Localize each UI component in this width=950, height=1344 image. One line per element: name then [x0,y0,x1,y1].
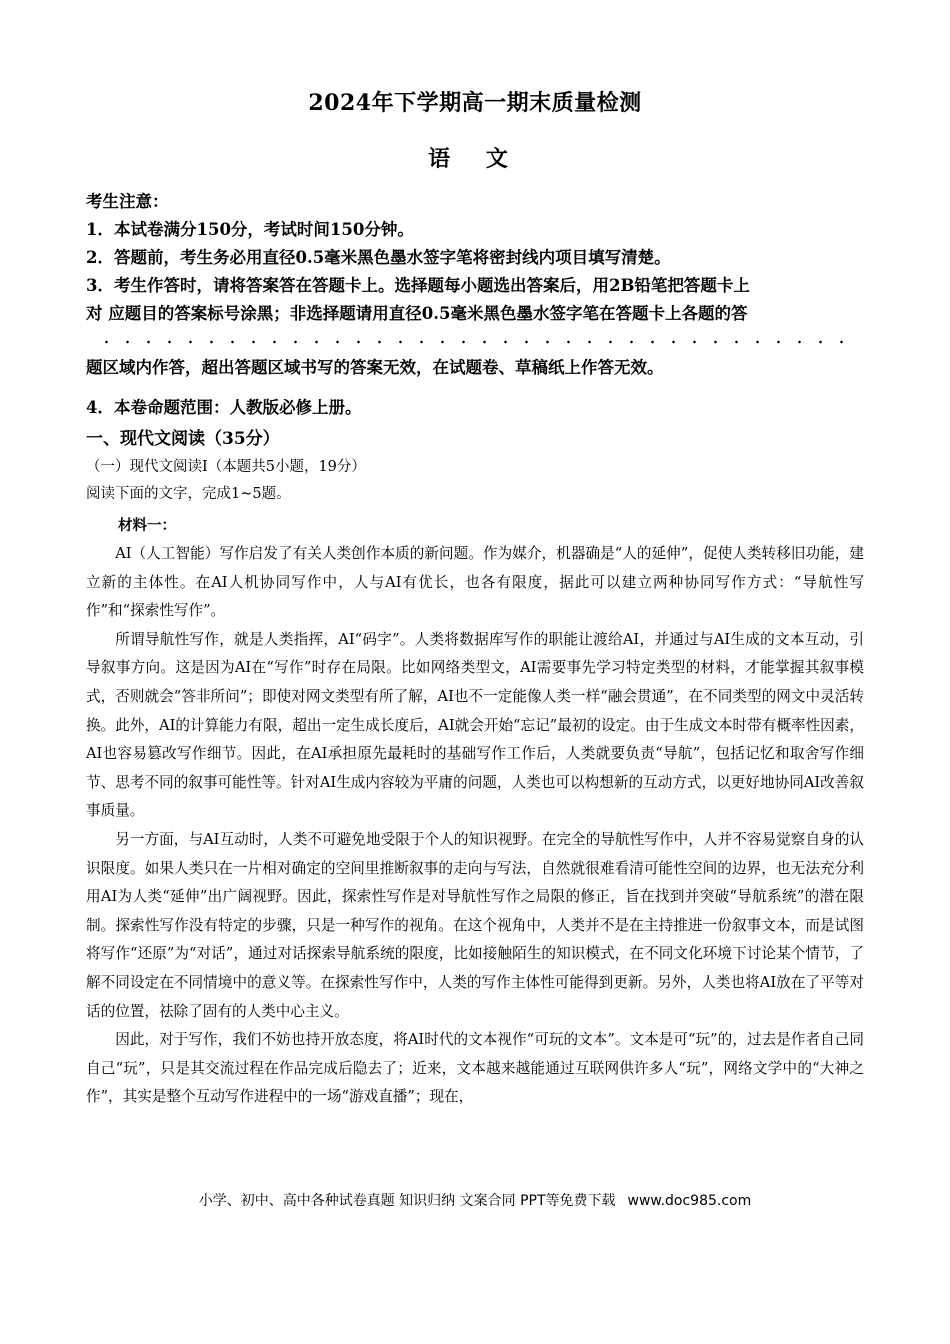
note-item-4: 4．本卷命题范围：人教版必修上册。 [86,398,362,417]
passage-paragraph-3: 另一方面，与AI互动时，人类不可避免地受限于个人的知识视野。在完全的导航性写作中，人并不容易觉察自身的认识限度。如果人类只在一片相对确定的空间里推断叙事的走向与写法，自然就很难看清可能性空间的边界，也无法充分利用AI为人类“延伸”出广阔视野。因此，探索性写作是对导航性写作之局限的修正，旨在找到并突破“导航系统”的潜在限制。探索性写作没有特定的步骤，只是一种写作的视角。在这个视角中，人类并不是在主持推进一份叙事文本，而是试图将写作“还原”为“对话”，通过对话探索导航系统的限度，比如接触陌生的知识模式，在不同文化环境下讨论某个情节，了解不同设定在不同情境中的意义等。在探索性写作中，人类的写作主体性可能得到更新。另外，人类也将AI放在了平等对话的位置，祛除了固有的人类中心主义。 [86,830,864,1020]
section-heading: 一、现代文阅读（35分） [86,429,280,449]
passage-paragraph-2: 所谓导航性写作，就是人类指挥，AI“码字”。人类将数据库写作的职能让渡给AI，并通过与AI生成的文本互动，引导叙事方向。这是因为AI在“写作”时存在局限。比如网络类型文，AI需要事先学习特定类型的材料，才能掌握其叙事模式，否则就会“答非所问”；即使对网文类型有所了解，AI也不一定能像人类一样“融会贯通”，在不同类型的网文中灵活转换。此外，AI的计算能力有限，超出一定生成长度后，AI就会开始“忘记”最初的设定。由于生成文本时带有概率性因素，AI也容易篡改写作细节。因此，在AI承担原先最耗时的基础写作工作后，人类就要负责“导航”，包括记忆和取舍写作细节、思考不同的叙事可能性等。针对AI生成内容较为平庸的问题，人类也可以构想新的互动方式，以更好地协同AI改善叙事质量。 [86,630,864,820]
note-item-2: 2．答题前，考生务必用直径0.5毫米黑色墨水签字笔将密封线内项目填写清楚。 [86,248,671,267]
footer-text: 小学、初中、高中各种试卷真题 知识归纳 文案合同 PPT等免费下载 [198,1193,616,1209]
note-item-3-cont: 对 应题目的答案标号涂黑；非选择题请用直径0.5毫米黑色墨水签字笔在答题卡上各题的答 [86,304,748,323]
passage-text [86,540,864,1112]
passage-paragraph-4: 因此，对于写作，我们不妨也持开放态度，将AI时代的文本视作“可玩的文本”。文本是可“玩”的，过去是作者自己同自己“玩”，只是其交流过程在作品完成后隐去了；近来，文本越来越能通过互联网供许多人“玩”，网络文学中的“大神之作”，其实是整个互动写作进程中的一场“游戏直播”；现在， [86,1031,864,1106]
note-item-1: 1．本试卷满分150分，考试时间150分钟。 [86,220,414,239]
note-item-3-end: 题区域内作答，超出答题区域书写的答案无效，在试题卷、草稿纸上作答无效。 [86,358,664,377]
exam-title: 2024年下学期高一期末质量检测 [308,90,642,116]
note-item-3: 3．考生作答时，请将答案答在答题卡上。选择题每小题选出答案后，用2B铅笔把答题卡上 [86,276,750,295]
material-label: 材料一： [118,517,176,534]
reading-instruction: 阅读下面的文字，完成1~5题。 [86,486,291,502]
emphasis-dots [96,340,856,344]
subject-title: 语 文 [428,146,522,172]
footer-url[interactable]: www.doc985.com [627,1193,752,1209]
page-footer [0,1190,950,1210]
passage-paragraph-1: AI（人工智能）写作启发了有关人类创作本质的新问题。作为媒介，机器确是“人的延伸”，促使人类转移旧功能，建立新的主体性。在AI人机协同写作中，人与AI有优长，也各有限度，据此可以建立两种协同写作方式：“导航性写作”和“探索性写作”。 [86,545,864,620]
candidate-notes [86,188,866,422]
section-subheading: （一）现代文阅读Ⅰ（本题共5小题，19分） [86,459,366,475]
notes-heading: 考生注意： [86,192,169,211]
